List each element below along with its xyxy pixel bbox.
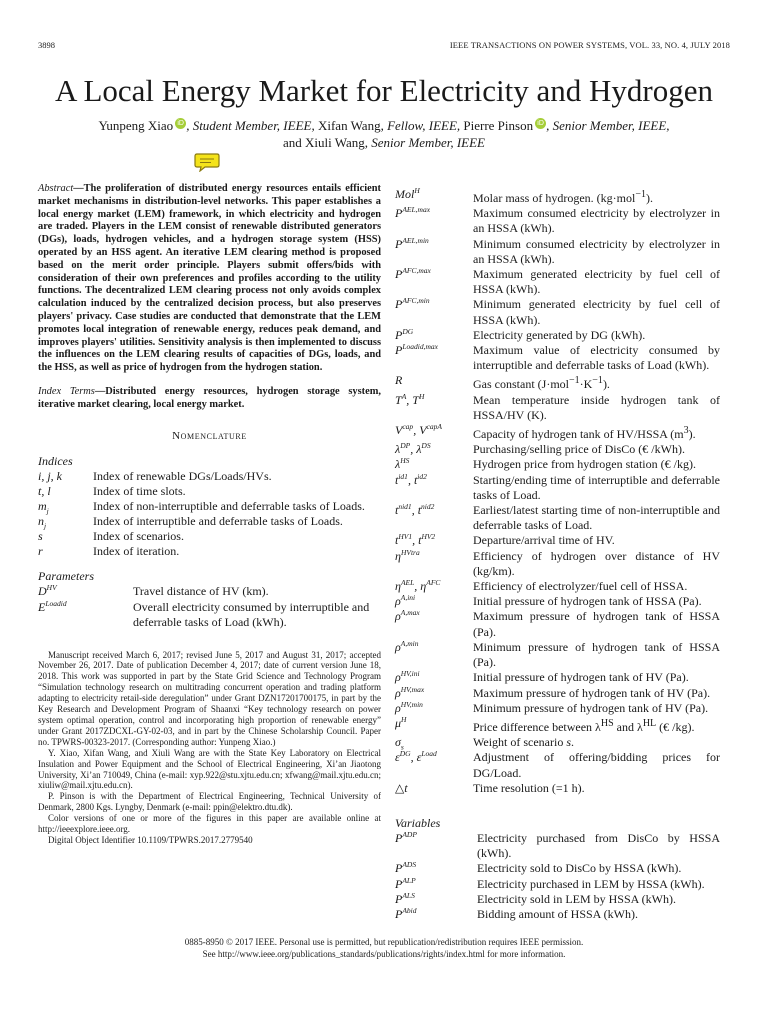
nomenclature-description: Efficiency of electrolyzer/fuel cell of HSSA.: [473, 579, 688, 594]
nomenclature-entry: [395, 549, 720, 579]
nomenclature-entry: [395, 267, 720, 297]
nomenclature-symbol: $\eta^{AEL}$, $\eta^{AFC}$: [395, 578, 441, 594]
parameters-heading: Parameters: [38, 568, 94, 583]
author-name: Xifan Wang,: [314, 118, 384, 133]
nomenclature-entry: [395, 343, 720, 373]
nomenclature-description: Mean temperature inside hydrogen tank of HSSA/HV (K).: [473, 392, 720, 422]
nomenclature-symbol: $P^{ADS}$: [395, 860, 417, 876]
nomenclature-symbol: i, j, k: [38, 468, 62, 483]
variables-heading: Variables: [395, 815, 441, 830]
nomenclature-entry: [38, 600, 381, 630]
copyright-line: 0885-8950 © 2017 IEEE. Personal use is permitted, but republication/redistribution requires IEEE permission.: [184, 937, 584, 947]
nomenclature-description: Price difference between $\lambda^{HS}$ and $\lambda^{HL}$ (€ /kg).: [473, 717, 695, 734]
nomenclature-description: Electricity generated by DG (kWh).: [473, 327, 646, 342]
author-membership: Fellow, IEEE,: [383, 118, 461, 133]
nomenclature-entry: [38, 499, 381, 514]
nomenclature-entry: [395, 442, 720, 457]
nomenclature-description: Gas constant $(J\cdot mol^{-1}\cdot K^{-1})$.: [473, 375, 610, 392]
index-terms-label: Index Terms: [38, 385, 95, 397]
nomenclature-symbol: $P^{Loadid,max}$: [395, 342, 438, 358]
nomenclature-heading: Nomenclature: [172, 429, 247, 442]
nomenclature-description: Minimum pressure of hydrogen tank of HV (Pa).: [473, 700, 709, 715]
author-membership: , Senior Member, IEEE,: [546, 118, 670, 133]
author-name: Yunpeng Xiao: [98, 118, 174, 133]
nomenclature-entry: [38, 584, 381, 599]
nomenclature-symbol: r: [38, 543, 43, 558]
nomenclature-entry: [38, 529, 381, 544]
nomenclature-symbol: $\rho^{HV,min}$: [395, 699, 423, 715]
nomenclature-entry: [395, 373, 720, 392]
variables-list: [395, 831, 720, 922]
nomenclature-symbol: $T^A$, $T^H$: [395, 391, 425, 407]
nomenclature-symbol: $\rho^{HV,max}$: [395, 684, 425, 700]
indices-heading: Indices: [38, 453, 73, 468]
nomenclature-entry: [395, 640, 720, 670]
nomenclature-symbol: $\lambda^{HS}$: [395, 456, 410, 472]
nomenclature-symbol: $\rho^{A,ini}$: [395, 593, 416, 609]
right-column: [395, 187, 720, 922]
nomenclature-symbol: $P^{AFC,max}$: [395, 266, 431, 282]
nomenclature-description: Maximum pressure of hydrogen tank of HV (Pa).: [473, 685, 711, 700]
nomenclature-symbol: $t^{nid1}$, $t^{nid2}$: [395, 502, 435, 518]
nomenclature-entry: [395, 701, 720, 716]
abstract-text: —The proliferation of distributed energy resources entails efficient market mechanisms in distribution-level networks. This paper establishes a local energy market (LEM) framework, in which electricity and hydrogen are traded. Players in the LEM consist of renewable distributed generators (DGs), loads, hydrogen vehicles, and a hydrogen storage system (HSS) operated by an HSS agent. An iterative LEM clearing method is proposed based on the merit order principle. Players submit offers/bids with consideration of their own preferences and profiles according to the utility functions. The decentralized LEM clearing process not only avoids complex calculation induced by the centralized decision process, but also preserves players' privacy. Case studies are conducted that demonstrate that the LEM promotes local integration of renewable energy, reduces peak demand, and improves players' utilities. Sensitivity analysis is then implemented to discuss the influences on the LEM clearing results of capacities of DGs, loads, and the HSS, as well as price of hydrogen from the hydrogen station.: [38, 183, 381, 374]
nomenclature-symbol: $P^{AEL,max}$: [395, 205, 431, 221]
footnote-paragraph: Manuscript received March 6, 2017; revised June 5, 2017 and August 31, 2017; accepted November 26, 2017. Date of publication December 4, 2017; date of current version June 18, 2018. This work was supported in part by the State Grid Science and Technology Program “Simulation technology research on multitrading concurrent operation and trading platform adapting to electricity retail-side deregulation” under Grant DZN17201700175, in part by the Key Research and Development Program of Shaanxi “Key technology research on power system optimal operation, control and incorporating high proportion of renewable energy” under Grant 2017ZDCXL-GY-02-03, and in part by the Chinese Scholarship Council. Paper no. TPWRS-00323-2017. (Corresponding author: Yunpeng Xiao.): [38, 649, 381, 747]
nomenclature-description: Electricity sold to DisCo by HSSA (kWh).: [477, 861, 682, 876]
footnote-paragraph: P. Pinson is with the Department of Electrical Engineering, Technical University of Denmark, 2800 Kgs. Lyngby, Denmark (e-mail: ppin@elektro.dtu.dk).: [38, 791, 381, 813]
nomenclature-symbol: $\sigma_s$: [395, 735, 404, 752]
nomenclature-description: Initial pressure of hydrogen tank of HSSA (Pa).: [473, 594, 702, 609]
paper-title: A Local Energy Market for Electricity and Hydrogen: [55, 73, 713, 108]
nomenclature-symbol: $E^{Loadid}$: [38, 598, 67, 614]
nomenclature-entry: [395, 686, 720, 701]
nomenclature-description: Time resolution (=1 h).: [473, 780, 585, 795]
nomenclature-entry: [395, 423, 720, 442]
nomenclature-entry: [395, 503, 720, 533]
footnote-paragraph: Y. Xiao, Xifan Wang, and Xiuli Wang are with the State Key Laboratory on Electrical Insulation and Power Equipment and the School of Electrical Engineering, Xi’an Jiaotong University, Xi’an 710049, China (e-mail: xyp.922@stu.xjtu.edu.cn; xfwang@mail.xjtu.edu.cn; xiuliw@mail.xjtu.edu.cn).: [38, 747, 381, 791]
nomenclature-symbol: $t^{id1}$, $t^{id2}$: [395, 471, 427, 487]
author-name: and Xiuli Wang,: [283, 135, 369, 150]
nomenclature-symbol: $P^{ADP}$: [395, 829, 417, 845]
indices-list: [38, 469, 381, 559]
nomenclature-symbol: s: [38, 528, 43, 543]
nomenclature-symbol: $\mu^H$: [395, 714, 407, 730]
nomenclature-entry: [395, 892, 720, 907]
nomenclature-description: Index of scenarios.: [93, 528, 184, 543]
author-membership: Senior Member, IEEE: [368, 135, 485, 150]
comment-annotation-icon[interactable]: [194, 152, 220, 172]
nomenclature-entry: [395, 877, 720, 892]
orcid-icon[interactable]: iD: [175, 118, 186, 129]
nomenclature-description: Starting/ending time of interruptible and deferrable tasks of Load.: [473, 472, 720, 502]
author-list: [40, 117, 728, 151]
left-column: [38, 183, 381, 846]
nomenclature-symbol: Mol$^H$: [395, 186, 420, 201]
nomenclature-description: Bidding amount of HSSA (kWh).: [477, 906, 638, 921]
nomenclature-symbol: $P^{Abid}$: [395, 905, 417, 921]
nomenclature-entry: [395, 473, 720, 503]
nomenclature-description: Travel distance of HV (km).: [133, 583, 269, 598]
nomenclature-description: Minimum generated electricity by fuel cell of HSSA (kWh).: [473, 297, 720, 327]
nomenclature-symbol: R: [395, 373, 403, 388]
nomenclature-entry: [38, 469, 381, 484]
nomenclature-description: Index of non-interruptible and deferrable tasks of Loads.: [93, 498, 365, 513]
nomenclature-entry: [395, 735, 720, 750]
orcid-icon[interactable]: iD: [535, 118, 546, 129]
nomenclature-description: Weight of scenario s.: [473, 735, 575, 750]
copyright-notice: [0, 937, 768, 960]
abstract: [38, 183, 381, 375]
nomenclature-symbol: $n_j$: [38, 513, 47, 530]
nomenclature-symbol: $\lambda^{DP}$, $\lambda^{DS}$: [395, 441, 431, 457]
abstract-label: Abstract: [38, 183, 74, 194]
copyright-line: See http://www.ieee.org/publications_standards/publications/rights/index.html for more information.: [202, 948, 566, 959]
nomenclature-description: Adjustment of offering/bidding prices for DG/Load.: [473, 750, 720, 780]
parameters-list: [38, 584, 381, 630]
nomenclature-entry: [395, 533, 720, 548]
nomenclature-symbol: $t^{HV1}$, $t^{HV2}$: [395, 532, 436, 548]
nomenclature-symbol: $\rho^{A,max}$: [395, 608, 420, 624]
index-terms-text: —Distributed energy resources, hydrogen storage system, iterative market clearing, local energy market.: [38, 385, 381, 410]
nomenclature-symbol: $\rho^{A,min}$: [395, 638, 419, 654]
nomenclature-description: Maximum pressure of hydrogen tank of HSSA (Pa).: [473, 609, 720, 639]
nomenclature-entry: [395, 328, 720, 343]
author-name: Pierre Pinson: [460, 118, 534, 133]
nomenclature-entry: [395, 297, 720, 327]
nomenclature-entry: [395, 237, 720, 267]
nomenclature-description: Minimum pressure of hydrogen tank of HSSA (Pa).: [473, 639, 720, 670]
author-membership: , Student Member, IEEE,: [186, 118, 315, 133]
nomenclature-entry: [395, 457, 720, 472]
nomenclature-description: Capacity of hydrogen tank of HV/HSSA $(m^3)$.: [473, 425, 696, 442]
nomenclature-description: Minimum consumed electricity by electrolyzer in an HSSA (kWh).: [473, 236, 720, 266]
nomenclature-description: Hydrogen price from hydrogen station (€ /kg).: [473, 457, 696, 472]
nomenclature-description: Molar mass of hydrogen. (kg·mol$^{-1}$).: [473, 189, 653, 205]
nomenclature-entry: [395, 861, 720, 876]
nomenclature-description: Maximum consumed electricity by electrolyzer in an HSSA (kWh).: [473, 206, 720, 236]
nomenclature-description: Electricity purchased from DisCo by HSSA (kWh).: [477, 830, 720, 861]
nomenclature-entry: [395, 579, 720, 594]
nomenclature-entry: [395, 716, 720, 735]
parameters-list-continued: [395, 187, 720, 796]
nomenclature-entry: [395, 831, 720, 861]
nomenclature-symbol: $P^{DG}$: [395, 326, 414, 342]
nomenclature-symbol: $m_j$: [38, 498, 49, 515]
nomenclature-entry: [395, 781, 720, 796]
nomenclature-entry: [395, 750, 720, 780]
nomenclature-symbol: t, l: [38, 483, 51, 498]
nomenclature-description: Index of time slots.: [93, 483, 186, 498]
nomenclature-symbol: $P^{AFC,min}$: [395, 296, 430, 312]
nomenclature-entry: [395, 907, 720, 922]
nomenclature-description: Initial pressure of hydrogen tank of HV (Pa).: [473, 670, 689, 685]
nomenclature-description: Efficiency of hydrogen over distance of HV (kg/km).: [473, 548, 720, 578]
nomenclature-symbol: $D^{HV}$: [38, 582, 57, 598]
running-header: IEEE TRANSACTIONS ON POWER SYSTEMS, VOL. 33, NO. 4, JULY 2018: [449, 40, 730, 50]
nomenclature-entry: [395, 206, 720, 236]
nomenclature-symbol: $\varepsilon^{DG}$, $\varepsilon^{Load}$: [395, 749, 437, 765]
nomenclature-description: Index of iteration.: [93, 543, 180, 558]
nomenclature-description: Overall electricity consumed by interruptible and deferrable tasks of Load (kWh).: [133, 599, 370, 629]
nomenclature-symbol: $P^{ALP}$: [395, 875, 416, 891]
nomenclature-symbol: $P^{ALS}$: [395, 890, 415, 906]
nomenclature-description: Index of renewable DGs/Loads/HVs.: [93, 468, 272, 483]
page-number: 3898: [38, 40, 55, 50]
nomenclature-symbol: $V^{cap}$, $V^{capA}$: [395, 422, 442, 438]
nomenclature-entry: [395, 594, 720, 609]
nomenclature-description: Index of interruptible and deferrable tasks of Loads.: [93, 513, 343, 528]
nomenclature-symbol: $P^{AEL,min}$: [395, 235, 429, 251]
nomenclature-description: Earliest/latest starting time of non-interruptible and deferrable tasks of Load.: [473, 503, 720, 533]
index-terms: [38, 386, 381, 412]
nomenclature-entry: [38, 484, 381, 499]
nomenclature-symbol: $\eta^{HVtra}$: [395, 547, 420, 563]
nomenclature-entry: [395, 393, 720, 423]
nomenclature-symbol: △t: [395, 780, 408, 795]
nomenclature-description: Electricity purchased in LEM by HSSA (kWh).: [477, 876, 705, 891]
nomenclature-description: Electricity sold in LEM by HSSA (kWh).: [477, 891, 676, 906]
footnote: [38, 650, 381, 846]
nomenclature-description: Maximum generated electricity by fuel cell of HSSA (kWh).: [473, 267, 720, 297]
nomenclature-entry: [38, 544, 381, 559]
nomenclature-entry: [38, 514, 381, 529]
nomenclature-entry: [395, 670, 720, 685]
footnote-paragraph: Color versions of one or more of the figures in this paper are available online at http://ieeexplore.ieee.org.: [38, 813, 381, 835]
footnote-paragraph: Digital Object Identifier 10.1109/TPWRS.2017.2779540: [48, 834, 253, 845]
nomenclature-entry: [395, 609, 720, 639]
nomenclature-entry: [395, 187, 720, 206]
nomenclature-description: Purchasing/selling price of DisCo (€ /kWh).: [473, 442, 685, 457]
nomenclature-description: Departure/arrival time of HV.: [473, 533, 615, 548]
nomenclature-description: Maximum value of electricity consumed by interruptible and deferrable tasks of Load (kWh).: [473, 343, 720, 373]
nomenclature-symbol: $\rho^{HV,ini}$: [395, 669, 420, 685]
